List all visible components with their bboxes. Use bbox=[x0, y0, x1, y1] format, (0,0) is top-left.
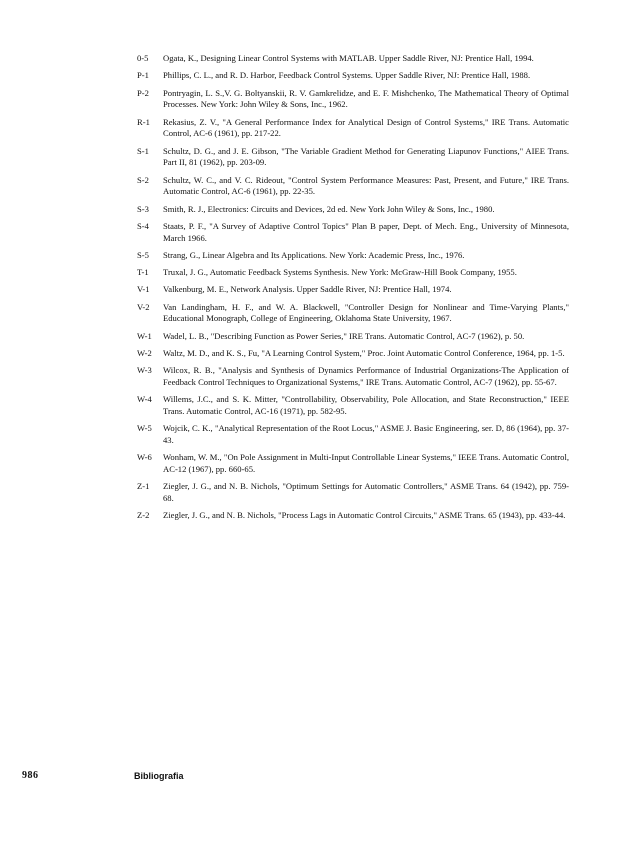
reference-text: Smith, R. J., Electronics: Circuits and Devices, 2d ed. New York John Wiley & Sons, Inc., 1980. bbox=[163, 203, 495, 214]
reference-key: P-2 bbox=[137, 87, 149, 98]
reference-key: R-1 bbox=[137, 116, 150, 127]
reference-key: P-1 bbox=[137, 70, 149, 81]
reference-entry bbox=[137, 70, 569, 82]
reference-entry bbox=[137, 284, 569, 296]
reference-text: Ogata, K., Designing Linear Control Systems with MATLAB. Upper Saddle River, NJ: Prentice Hall, 1994. bbox=[163, 53, 534, 63]
reference-entry bbox=[137, 452, 569, 475]
reference-text: Ziegler, J. G., and N. B. Nichols, "Optimum Settings for Automatic Controllers," ASME Trans. 64 (1942), pp. 759-68. bbox=[163, 481, 569, 504]
reference-key: S-4 bbox=[137, 220, 149, 231]
reference-entry bbox=[137, 117, 569, 140]
reference-key: V-2 bbox=[137, 301, 150, 312]
reference-key: 0-5 bbox=[137, 53, 149, 63]
reference-text: Van Landingham, H. F., and W. A. Blackwell, "Controller Design for Nonlinear and Time-Varying Plants," Educational Monograph, College of Engineering, Oklahoma State University, 1967. bbox=[163, 301, 569, 324]
reference-text: Wadel, L. B., "Describing Function as Power Series," IRE Trans. Automatic Control, AC-7 (1962), p. 50. bbox=[163, 330, 525, 341]
reference-text: Phillips, C. L., and R. D. Harbor, Feedback Control Systems. Upper Saddle River, NJ: Prentice Hall, 1988. bbox=[163, 70, 531, 81]
reference-text: Willems, J.C., and S. K. Mitter, "Controllability, Observability, Pole Allocation, and State Reconstruction," IEEE Trans. Automatic Control, AC-16 (1971), pp. 582-95. bbox=[163, 394, 569, 417]
running-title: Bibliografia bbox=[134, 771, 184, 781]
reference-entry bbox=[137, 53, 569, 65]
reference-entry bbox=[137, 423, 569, 446]
reference-text: Rekasius, Z. V., "A General Performance Index for Analytical Design of Control Systems," IRE Trans. Automatic Control, AC-6 (1961), pp. 217-22. bbox=[163, 116, 569, 139]
reference-entry bbox=[137, 302, 569, 325]
reference-text: Pontryagin, L. S.,V. G. Boltyanskii, R. V. Gamkrelidze, and E. F. Mishchenko, The Mathematical Theory of Optimal Processes. New York: John Wiley & Sons, Inc., 1962. bbox=[163, 87, 569, 110]
reference-key: Z-2 bbox=[137, 510, 150, 521]
reference-entry bbox=[137, 250, 569, 262]
reference-entry bbox=[137, 146, 569, 169]
reference-key: V-1 bbox=[137, 284, 150, 295]
reference-key: W-4 bbox=[137, 394, 152, 405]
reference-entry bbox=[137, 348, 569, 360]
reference-text: Schultz, D. G., and J. E. Gibson, "The Variable Gradient Method for Generating Liapunov Functions," AIEE Trans. Part II, 81 (1962), pp. 203-09. bbox=[163, 145, 569, 168]
reference-entry bbox=[137, 267, 569, 279]
reference-text: Wilcox, R. B., "Analysis and Synthesis of Dynamics Performance of Industrial Organizations-The Application of Feedback Control Techniques to Organizational Systems," IRE Trans. Automatic Control, AC-7 (1962), pp. 55-67. bbox=[163, 365, 569, 388]
reference-entry bbox=[137, 175, 569, 198]
reference-entry bbox=[137, 481, 569, 504]
reference-key: W-6 bbox=[137, 452, 152, 463]
reference-entry bbox=[137, 204, 569, 216]
page-number: 986 bbox=[22, 770, 39, 781]
reference-key: S-1 bbox=[137, 145, 149, 156]
reference-key: Z-1 bbox=[137, 481, 150, 492]
reference-text: Strang, G., Linear Algebra and Its Applications. New York: Academic Press, Inc., 1976. bbox=[163, 249, 465, 260]
reference-key: W-2 bbox=[137, 348, 152, 359]
reference-entry bbox=[137, 88, 569, 111]
reference-text: Wojcik, C. K., "Analytical Representation of the Root Locus," ASME J. Basic Engineering, ser. D, 86 (1964), pp. 37-43. bbox=[163, 423, 569, 446]
reference-entry bbox=[137, 331, 569, 343]
reference-text: Valkenburg, M. E., Network Analysis. Upper Saddle River, NJ: Prentice Hall, 1974. bbox=[163, 284, 452, 295]
reference-entry bbox=[137, 394, 569, 417]
reference-text: Waltz, M. D., and K. S., Fu, "A Learning Control System," Proc. Joint Automatic Control Conference, 1964, pp. 1-5. bbox=[163, 348, 565, 359]
reference-entry bbox=[137, 221, 569, 244]
reference-entry bbox=[137, 365, 569, 388]
reference-key: S-3 bbox=[137, 203, 149, 214]
reference-entry bbox=[137, 510, 569, 522]
reference-key: W-3 bbox=[137, 365, 152, 376]
reference-text: Truxal, J. G., Automatic Feedback Systems Synthesis. New York: McGraw-Hill Book Company, 1955. bbox=[163, 267, 517, 278]
reference-key: S-5 bbox=[137, 249, 149, 260]
reference-text: Ziegler, J. G., and N. B. Nichols, "Process Lags in Automatic Control Circuits," ASME Trans. 65 (1943), pp. 433-44. bbox=[163, 510, 566, 521]
reference-key: W-5 bbox=[137, 423, 152, 434]
reference-key: S-2 bbox=[137, 174, 149, 185]
reference-key: T-1 bbox=[137, 267, 149, 278]
reference-text: Staats, P. F., "A Survey of Adaptive Control Topics" Plan B paper, Dept. of Mech. Eng., University of Minnesota, March 1966. bbox=[163, 220, 569, 243]
reference-text: Schultz, W. C., and V. C. Rideout, "Control System Performance Measures: Past, Present, and Future," IRE Trans. Automatic Control, AC-6 (1961), pp. 22-35. bbox=[163, 174, 569, 197]
reference-key: W-1 bbox=[137, 330, 152, 341]
reference-list bbox=[137, 53, 569, 528]
reference-text: Wonham, W. M., "On Pole Assignment in Multi-Input Controllable Linear Systems," IEEE Trans. Automatic Control, AC-12 (1967), pp. 660-65. bbox=[163, 452, 569, 475]
